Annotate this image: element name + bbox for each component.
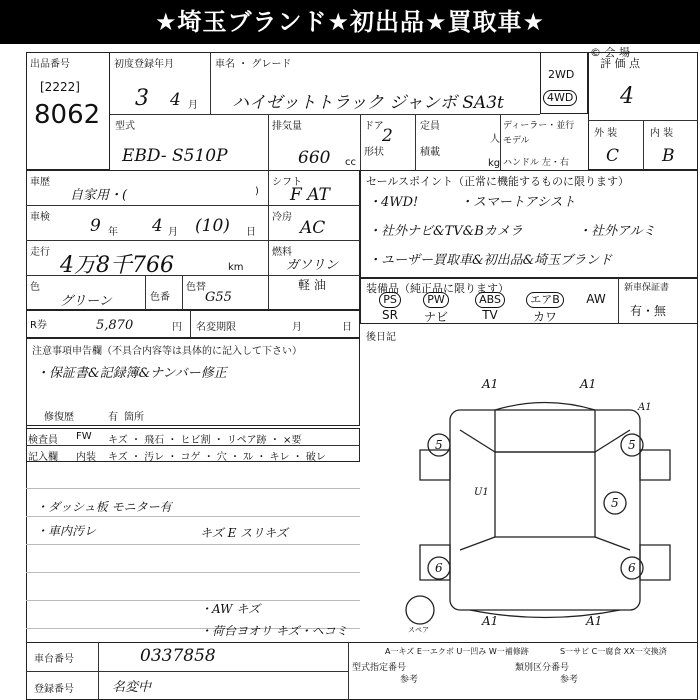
load-unit: kg	[488, 158, 501, 169]
history-close: )	[255, 186, 259, 197]
inspector-fw: FW	[76, 431, 92, 442]
recycle-unit: 円	[172, 322, 182, 333]
recycle-label: R券	[30, 320, 47, 331]
doors-label: ドア	[364, 121, 384, 132]
inspection-day: (10)	[195, 216, 230, 236]
notes-label: 注意事項申告欄（不具合内容等は具体的に記入して下さい）	[32, 346, 302, 357]
fuel-value-2: 軽 油	[298, 278, 326, 292]
sales-point-line: ・社外ナビ&TV&Bカメラ	[368, 224, 523, 239]
name-change-label: 名変期限	[196, 322, 236, 333]
lot-number: 8062	[34, 100, 101, 130]
inspection-month: 4	[152, 216, 163, 236]
diagram-mark: 5	[628, 438, 636, 452]
doors-value: 2	[382, 126, 393, 146]
equip-ps: PS	[372, 292, 408, 308]
drive-2wd: 2WD	[548, 68, 575, 81]
diagram-mark: 5	[611, 496, 619, 510]
sales-point-line: ・社外アルミ	[578, 224, 656, 239]
diagram-mark: A1	[482, 377, 499, 391]
first-reg-month-unit: 月	[188, 100, 198, 111]
inspector-interior: 内装	[76, 452, 96, 463]
load-label: 積載	[420, 147, 440, 158]
shift-value: F AT	[290, 185, 330, 205]
color-value: グリーン	[60, 294, 112, 309]
int-value: B	[662, 146, 675, 166]
damage-diagram	[400, 370, 690, 640]
legend-line: A一キズ E一エクボ U一凹み W一補修跡	[385, 647, 529, 656]
inspection-year-unit: 年	[108, 227, 118, 238]
diagram-mark: A1	[482, 614, 499, 628]
inspector-label: 検査員	[28, 435, 58, 446]
sales-point-line: ・ユーザー買取車&初出品&埼玉ブランド	[368, 253, 613, 268]
entry-label: 記入欄	[28, 452, 58, 463]
aircon-value: AC	[300, 218, 326, 238]
color-code-label: 色替	[186, 282, 206, 293]
header-banner: ★埼玉ブランド★初出品★買取車★	[0, 0, 700, 44]
comment-line: ・AW キズ	[200, 602, 261, 616]
comment-line: ・荷台ヨオリ キズ・ヘコミ	[200, 624, 348, 638]
registration-value: 名変中	[112, 680, 152, 695]
equip-leather: カワ	[532, 310, 557, 324]
repair-label: 修復歴	[44, 412, 74, 423]
first-reg-year: 3	[135, 86, 149, 111]
displacement-label: 排気量	[272, 121, 302, 132]
sales-point-line: ・4WD!	[368, 195, 419, 210]
handle-label: ハンドル 左・右	[503, 158, 569, 168]
lot-sub: [2222]	[40, 80, 80, 94]
equipment-label: 装備品（純正品に限ります）	[366, 282, 509, 295]
comment-line: ・車内汚レ	[36, 524, 97, 538]
inspection-year: 9	[90, 216, 101, 236]
shape-label: 形状	[364, 147, 384, 158]
equip-abs: ABS	[470, 292, 510, 308]
equip-navi: ナビ	[423, 310, 448, 324]
diagram-mark: A1	[638, 402, 652, 413]
ref-label: 参考	[560, 675, 579, 685]
fuel-value-1: ガソリン	[286, 258, 339, 273]
chassis-value: 0337858	[140, 646, 216, 666]
lot-label: 出品番号	[30, 59, 70, 70]
aircon-label: 冷房	[272, 212, 292, 223]
name-change-day: 日	[342, 322, 352, 333]
ext-label: 外 装	[594, 128, 618, 139]
mileage-value: 4万8千766	[60, 253, 174, 278]
inspection-month-unit: 月	[168, 227, 178, 238]
spare-label: スペア	[408, 626, 429, 634]
car-name-value: ハイゼットトラック ジャンボ SA3t	[232, 93, 504, 113]
inspection-day-unit: 日	[246, 227, 256, 238]
chassis-label: 車台番号	[34, 654, 74, 665]
sales-point-line: ・スマートアシスト	[460, 195, 576, 210]
sales-point-label: セールスポイント（正常に機能するものに限ります）	[366, 175, 630, 188]
int-label: 内 装	[650, 128, 674, 139]
after-label: 後日記	[366, 332, 396, 343]
diagram-mark: A1	[580, 377, 597, 391]
type-desig-label: 型式指定番号	[352, 663, 407, 673]
displacement-unit: cc	[345, 157, 356, 168]
model-label: 型式	[115, 121, 135, 132]
equip-airbag: エアB	[520, 292, 570, 308]
model-year-label: モデル	[503, 136, 530, 146]
capacity-unit: 人	[490, 134, 500, 145]
first-reg-label: 初度登録年月	[114, 59, 174, 70]
equip-sr: SR	[382, 308, 398, 322]
shift-label: シフト	[272, 177, 302, 188]
fuel-label: 燃料	[272, 247, 292, 258]
registration-label: 登録番号	[34, 684, 74, 695]
car-name-label: 車名 ・ グレード	[215, 59, 292, 70]
model-value: EBD- S510P	[122, 146, 228, 166]
ext-value: C	[606, 146, 620, 166]
mileage-label: 走行	[30, 247, 50, 258]
capacity-label: 定員	[420, 121, 440, 132]
diagram-mark: 6	[435, 561, 443, 575]
class-desig-label: 類別区分番号	[515, 663, 570, 673]
color-code: G55	[205, 290, 232, 305]
diagram-mark: A1	[586, 614, 603, 628]
repair-value: 有	[108, 412, 118, 423]
score-value: 4	[620, 84, 634, 109]
equip-tv: TV	[482, 308, 498, 322]
comment-line: ・ダッシュ板 モニター有	[36, 500, 172, 514]
history-value: 自家用・(	[70, 188, 128, 203]
new-warranty-value: 有・無	[630, 304, 667, 318]
venue-stamp: © 会 場	[590, 46, 630, 59]
diagram-mark: 6	[628, 561, 636, 575]
name-change-month: 月	[292, 322, 302, 333]
notes-value: ・保証書&記録簿&ナンバー修正	[36, 366, 227, 381]
score-label: 評 価 点	[600, 57, 640, 70]
diagram-mark: U1	[474, 487, 489, 498]
new-warranty-label: 新車保証書	[624, 283, 670, 293]
color-num-label: 色番	[150, 292, 170, 303]
legend-line: S一サビ C一腐食 XX一交換済	[560, 647, 667, 656]
ref-label: 参考	[400, 675, 419, 685]
inspection-label: 車検	[30, 212, 50, 223]
mileage-unit: km	[228, 262, 244, 273]
displacement-value: 660	[298, 148, 331, 168]
inspector-row1: キズ ・ 飛石 ・ ヒビ割 ・ リペア跡 ・ ×要	[108, 435, 302, 446]
comment-line: キズ E スリキズ	[200, 526, 288, 540]
history-label: 車歴	[30, 177, 50, 188]
recycle-value: 5,870	[96, 318, 134, 333]
diagram-mark: 5	[435, 438, 443, 452]
repair-place: 箇所	[124, 412, 144, 423]
equip-pw: PW	[418, 292, 454, 308]
equip-aw: AW	[586, 292, 606, 306]
inspector-row2: キズ ・ 汚レ ・ コゲ ・ 穴 ・ ｽﾚ ・ キレ ・ 破レ	[108, 452, 326, 463]
dealer-label: ディーラー・並行	[503, 121, 575, 131]
color-label: 色	[30, 282, 40, 293]
drive-4wd: 4WD	[543, 86, 577, 106]
first-reg-month: 4	[170, 90, 181, 110]
